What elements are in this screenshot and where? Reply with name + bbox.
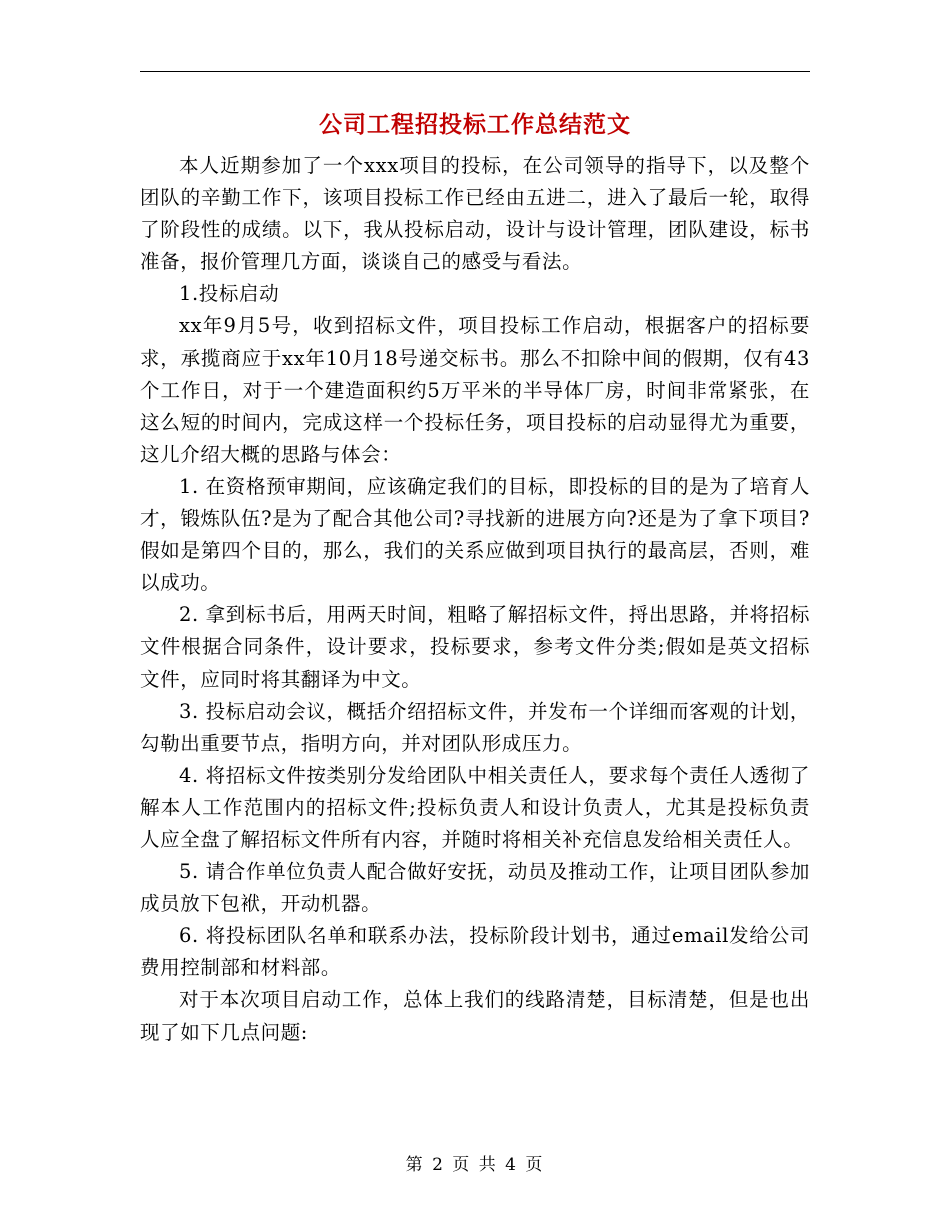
section-heading-bid-launch: 1.投标启动 — [179, 282, 280, 306]
document-body — [140, 150, 810, 1049]
paragraph-bid-launch: xx年9月5号，收到招标文件，项目投标工作启动，根据客户的招标要求，承揽商应于xx年10月18号递交标书。那么不扣除中间的假期，仅有43个工作日，对于一个建造面积约5万平米的半导体厂房，时间非常紧张，在这么短的时间内，完成这样一个投标任务，项目投标的启动显得尤为重要，这儿介绍大概的思路与体会： — [140, 314, 810, 466]
header-rule — [140, 71, 810, 72]
list-item-5: 5. 请合作单位负责人配合做好安抚，动员及推动工作，让项目团队参加成员放下包袱，开动机器。 — [140, 860, 810, 916]
list-item-2: 2. 拿到标书后，用两天时间，粗略了解招标文件，捋出思路，并将招标文件根据合同条件，设计要求，投标要求，参考文件分类;假如是英文招标文件，应同时将其翻译为中文。 — [140, 603, 810, 691]
document-title: 公司工程招投标工作总结范文 — [319, 111, 631, 138]
list-item-3: 3. 投标启动会议，概括介绍招标文件，并发布一个详细而客观的计划，勾勒出重要节点，指明方向，并对团队形成压力。 — [140, 699, 810, 755]
paragraph-summary: 对于本次项目启动工作，总体上我们的线路清楚，目标清楚，但是也出现了如下几点问题: — [140, 988, 810, 1044]
page-number: 第 2 页 共 4 页 — [405, 1155, 545, 1175]
paragraph-intro: 本人近期参加了一个xxx项目的投标，在公司领导的指导下，以及整个团队的辛勤工作下，该项目投标工作已经由五进二，进入了最后一轮，取得了阶段性的成绩。以下，我从投标启动，设计与设计管理，团队建设，标书准备，报价管理几方面，谈谈自己的感受与看法。 — [140, 154, 810, 274]
list-item-4: 4. 将招标文件按类别分发给团队中相关责任人，要求每个责任人透彻了解本人工作范围内的招标文件;投标负责人和设计负责人，尤其是投标负责人应全盘了解招标文件所有内容，并随时将相关补充信息发给相关责任人。 — [140, 763, 810, 851]
list-item-6: 6. 将投标团队名单和联系办法，投标阶段计划书，通过email发给公司费用控制部和材料部。 — [140, 924, 810, 980]
list-item-1: 1. 在资格预审期间，应该确定我们的目标，即投标的目的是为了培育人才，锻炼队伍?是为了配合其他公司?寻找新的进展方向?还是为了拿下项目?假如是第四个目的，那么，我们的关系应做到项目执行的最高层，否则，难以成功。 — [140, 474, 810, 595]
